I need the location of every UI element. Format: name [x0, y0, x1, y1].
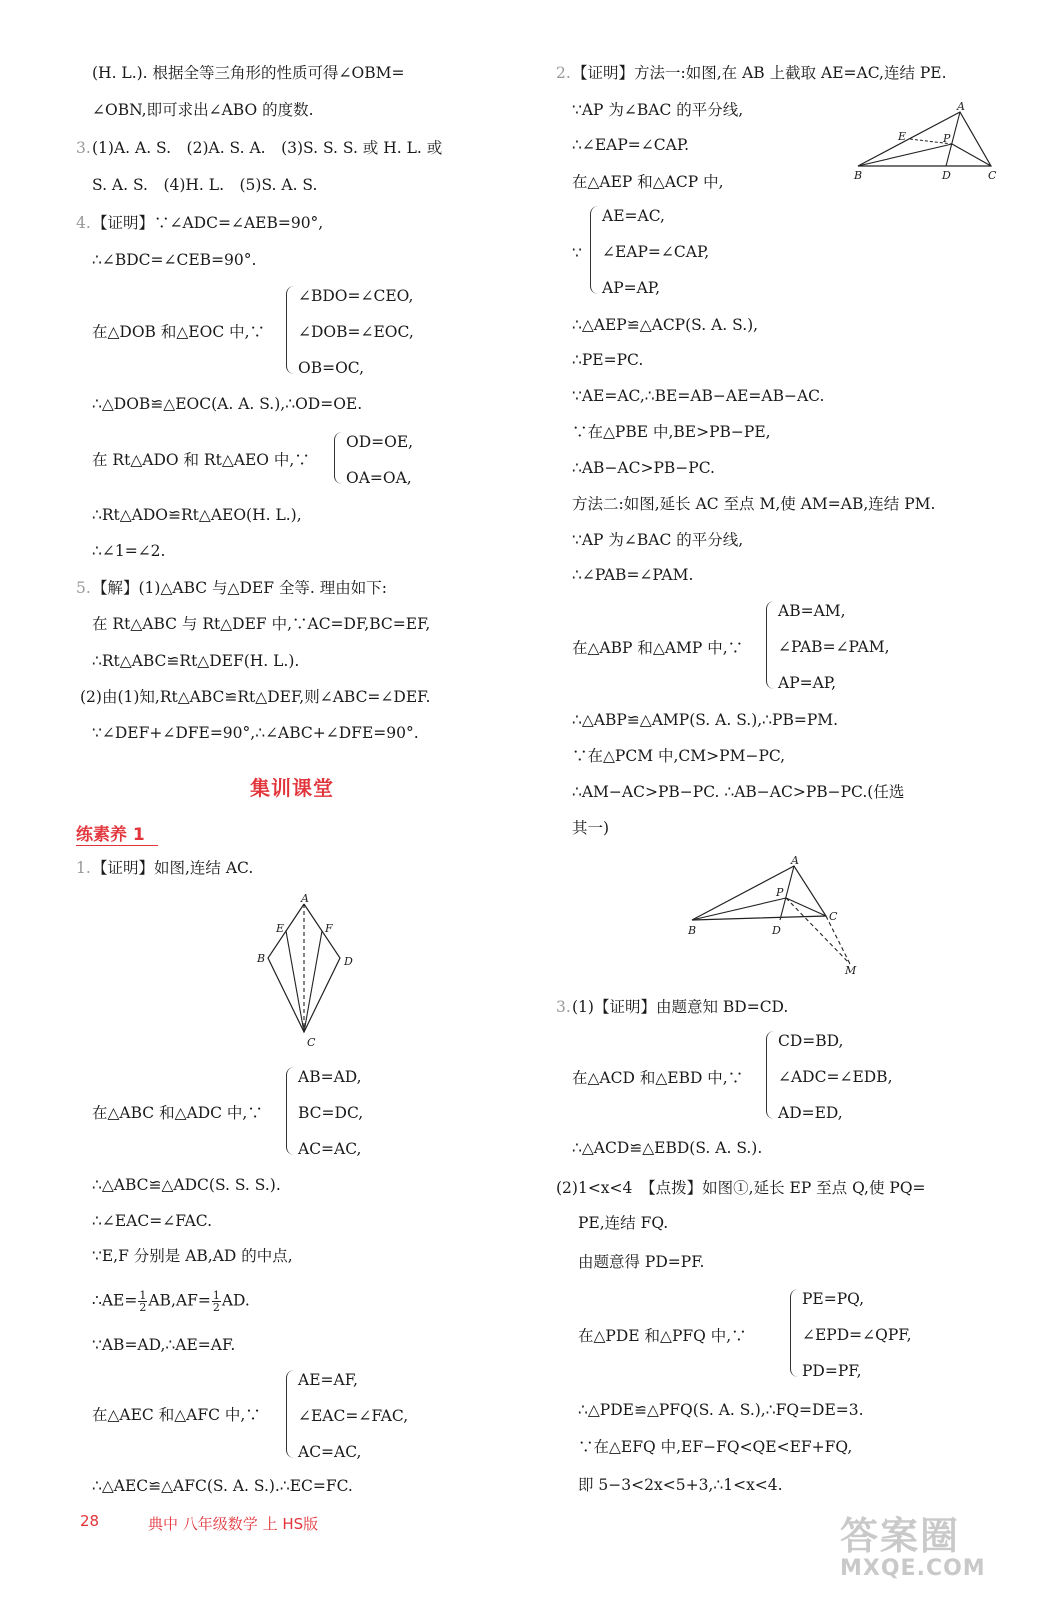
text-line: ∵AB=AD,∴AE=AF.	[92, 1336, 236, 1354]
text-line: 【解】(1)△ABC 与△DEF 全等. 理由如下:	[92, 579, 387, 597]
text-line: ∴PE=PC.	[572, 351, 644, 369]
system-row: ∠EPD=∠QPF,	[802, 1326, 912, 1344]
subsection-heading: 练素养 1	[76, 825, 145, 845]
system-prefix: 在△DOB 和△EOC 中,∵	[92, 323, 266, 341]
text-line: ∴△DOB≌△EOC(A. A. S.),∴OD=OE.	[92, 395, 363, 413]
system-row: BC=DC,	[298, 1104, 364, 1122]
label-c: C	[829, 910, 838, 923]
text-line: 在△AEP 和△ACP 中,	[572, 173, 724, 191]
text-line: (1)【证明】由题意知 BD=CD.	[572, 998, 789, 1016]
text-line: ∵AE=AC,∴BE=AB−AE=AB−AC.	[572, 387, 825, 405]
label-a: A	[957, 100, 965, 113]
text-line: ∵在△PBE 中,BE>PB−PE,	[572, 423, 771, 441]
book-title	[148, 1513, 318, 1534]
text-line: 【证明】如图,连结 AC.	[92, 859, 254, 877]
segment-pb	[858, 144, 952, 166]
text-line: ∴△ACD≌△EBD(S. A. S.).	[572, 1139, 763, 1157]
text-line: ∴△PDE≌△PFQ(S. A. S.),∴FQ=DE=3.	[578, 1401, 864, 1419]
system-row: ∠BDO=∠CEO,	[298, 287, 414, 305]
question-number: 3.	[76, 139, 91, 157]
brace	[766, 1031, 775, 1119]
brace	[590, 206, 599, 294]
question-number: 2.	[556, 64, 571, 82]
label-c: C	[988, 169, 997, 182]
kite-figure	[246, 892, 366, 1052]
system-row: AC=AC,	[298, 1140, 362, 1158]
text-line: S. A. S. (4)H. L. (5)S. A. S.	[92, 176, 318, 194]
text-line: ∴△ABP≌△AMP(S. A. S.),∴PB=PM.	[572, 711, 839, 729]
system-row: ∠EAP=∠CAP,	[602, 243, 710, 261]
watermark-url: MXQE.COM	[840, 1556, 986, 1581]
system-row: AE=AF,	[298, 1371, 358, 1389]
text-line: ∴∠BDC=∠CEB=90°.	[92, 251, 257, 269]
triangle-figure-2	[680, 852, 870, 980]
text-line: (2)由(1)知,Rt△ABC≌Rt△DEF,则∠ABC=∠DEF.	[80, 688, 431, 706]
system-row: ∠DOB=∠EOC,	[298, 323, 414, 341]
label-e: E	[276, 922, 285, 935]
system-row: AP=AP,	[778, 674, 837, 692]
text-line: ∵在△PCM 中,CM>PM−PC,	[572, 747, 786, 765]
denominator: 2	[212, 1301, 220, 1314]
text-line: 其一)	[572, 819, 610, 837]
numerator: 1	[139, 1289, 147, 1302]
text-line: ∵E,F 分别是 AB,AD 的中点,	[92, 1247, 293, 1265]
system-row: AB=AD,	[298, 1068, 362, 1086]
question-number: 5.	[76, 579, 91, 597]
question-number: 4.	[76, 214, 91, 232]
text-line: 【证明】∵∠ADC=∠AEB=90°,	[92, 214, 324, 232]
label-m: M	[845, 964, 857, 977]
system-row: PE=PQ,	[802, 1290, 865, 1308]
text-line: ∵AP 为∠BAC 的平分线,	[572, 531, 744, 549]
text-line: 即 5−3<2x<5+3,∴1<x<4.	[578, 1476, 783, 1494]
question-number: 3.	[556, 998, 571, 1016]
text-line-with-fractions	[92, 1290, 250, 1313]
triangle-abc	[858, 112, 991, 166]
system-row: AP=AP,	[602, 279, 661, 297]
subsection-underline	[76, 845, 158, 846]
segment-pb	[692, 898, 786, 920]
label-b: B	[854, 169, 863, 182]
text-line: ∴AM−AC>PB−PC. ∴AB−AC>PB−PC.(任选	[572, 783, 905, 801]
system-row: AB=AM,	[778, 602, 846, 620]
label-a: A	[791, 854, 799, 867]
fraction-half	[212, 1290, 221, 1313]
label-f: F	[325, 922, 333, 935]
text-line: ∴∠PAB=∠PAM.	[572, 566, 694, 584]
label-p: P	[776, 886, 784, 899]
text-line: 方法二:如图,延长 AC 至点 M,使 AM=AB,连结 PM.	[572, 495, 936, 513]
label-c: C	[307, 1036, 316, 1049]
text-line: (1)A. A. S. (2)A. S. A. (3)S. S. S. 或 H. L. 或	[92, 139, 443, 157]
fraction-half	[138, 1290, 147, 1313]
triangle-figure-1	[848, 100, 1008, 184]
system-prefix: 在△ABC 和△ADC 中,∵	[92, 1104, 263, 1122]
system-row: OB=OC,	[298, 359, 365, 377]
segment-pm	[786, 898, 850, 964]
system-row: CD=BD,	[778, 1032, 844, 1050]
text-line: ∵在△EFQ 中,EF−FQ<QE<EF+FQ,	[578, 1438, 853, 1456]
text-fragment: AD.	[221, 1291, 250, 1310]
text-line: ∠OBN,即可求出∠ABO 的度数.	[92, 101, 314, 119]
brace	[334, 432, 343, 484]
triangle-abc	[692, 866, 826, 920]
segment-fc	[304, 931, 322, 1032]
system-row: AD=ED,	[778, 1104, 843, 1122]
denominator: 2	[139, 1301, 147, 1314]
text-line: ∴∠EAP=∠CAP.	[572, 136, 690, 154]
text-line: ∴Rt△ADO≌Rt△AEO(H. L.),	[92, 506, 302, 524]
text-line: ∴∠1=∠2.	[92, 542, 166, 560]
label-p: P	[943, 132, 951, 145]
system-row: AE=AC,	[602, 207, 665, 225]
text-fragment: AB,AF=	[148, 1291, 211, 1310]
system-prefix: 在△ABP 和△AMP 中,∵	[572, 639, 744, 657]
label-a: A	[301, 892, 309, 905]
section-heading: 集训课堂	[250, 776, 334, 800]
question-number: 1.	[76, 859, 91, 877]
brace	[766, 601, 775, 689]
system-row: AC=AC,	[298, 1443, 362, 1461]
label-e: E	[898, 130, 907, 143]
label-d: D	[942, 169, 951, 182]
watermark-text: 答案圈	[840, 1514, 961, 1558]
system-row: PD=PF,	[802, 1362, 862, 1380]
segment-cm	[826, 916, 850, 964]
brace	[286, 1370, 295, 1458]
text-line: ∴△ABC≌△ADC(S. S. S.).	[92, 1176, 281, 1194]
text-line: ∵AP 为∠BAC 的平分线,	[572, 101, 744, 119]
text-line: 由题意得 PD=PF.	[578, 1253, 705, 1271]
brace	[286, 1067, 295, 1155]
system-row: OD=OE,	[346, 433, 414, 451]
page-number: 28	[80, 1512, 100, 1530]
segment-ec	[286, 931, 304, 1032]
label-b: B	[688, 924, 697, 937]
text-line: PE,连结 FQ.	[578, 1214, 669, 1232]
text-line: 在 Rt△ABC 与 Rt△DEF 中,∵AC=DF,BC=EF,	[92, 615, 431, 633]
label-b: B	[257, 952, 266, 965]
text-line: ∴△AEP≌△ACP(S. A. S.),	[572, 316, 759, 334]
brace	[286, 286, 295, 374]
book-subtitle: 八年级数学 上 HS版	[182, 1515, 319, 1533]
text-line: ∴AB−AC>PB−PC.	[572, 459, 715, 477]
system-prefix: 在△ACD 和△EBD 中,∵	[572, 1069, 744, 1087]
system-row: ∠PAB=∠PAM,	[778, 638, 890, 656]
text-line: (2)1<x<4 【点拨】如图①,延长 EP 至点 Q,使 PQ=	[556, 1179, 926, 1197]
text-line: ∴∠EAC=∠FAC.	[92, 1212, 213, 1230]
system-row: ∠EAC=∠FAC,	[298, 1407, 409, 1425]
watermark	[840, 1505, 986, 1581]
system-row: OA=OA,	[346, 469, 412, 487]
text-line: (H. L.). 根据全等三角形的性质可得∠OBM=	[92, 64, 405, 82]
system-prefix: 在△PDE 和△PFQ 中,∵	[578, 1327, 747, 1345]
text-line: 【证明】方法一:如图,在 AB 上截取 AE=AC,连结 PE.	[572, 64, 947, 82]
numerator: 1	[212, 1289, 220, 1302]
brace	[790, 1289, 799, 1377]
text-line: ∴△AEC≌△AFC(S. A. S.).∴EC=FC.	[92, 1477, 353, 1495]
system-prefix: ∵	[572, 244, 582, 262]
system-prefix: 在 Rt△ADO 和 Rt△AEO 中,∵	[92, 451, 310, 469]
system-row: ∠ADC=∠EDB,	[778, 1068, 893, 1086]
label-d: D	[344, 955, 353, 968]
system-prefix: 在△AEC 和△AFC 中,∵	[92, 1406, 261, 1424]
brand-logo: 典中	[148, 1515, 179, 1533]
text-line: ∵∠DEF+∠DFE=90°,∴∠ABC+∠DFE=90°.	[92, 724, 419, 742]
text-line: ∴Rt△ABC≌Rt△DEF(H. L.).	[92, 652, 300, 670]
label-d: D	[772, 924, 781, 937]
text-fragment: ∴AE=	[92, 1291, 138, 1310]
